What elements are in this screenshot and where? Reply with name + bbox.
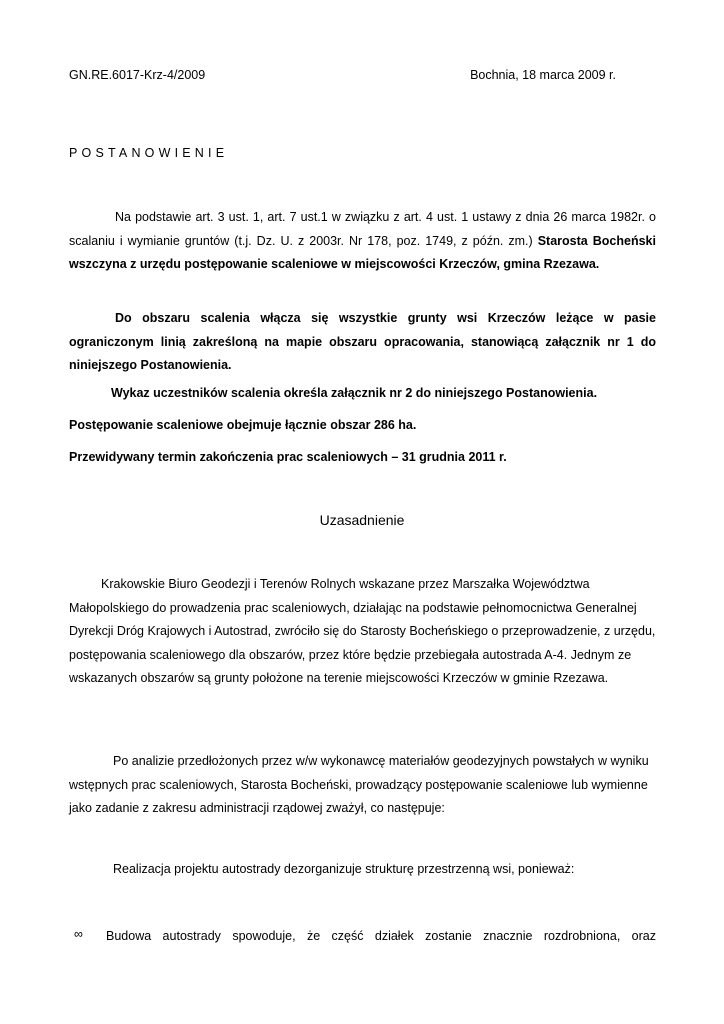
decision-paragraph-2: Do obszaru scalenia włącza się wszystkie grunty wsi Krzeczów leżące w pasie ograniczonym linią zakreśloną na mapie obszaru opracowania, stanowiącą załącznik nr 1 do niniejszego Postanowienia.	[69, 311, 656, 372]
place-and-date: Bochnia, 18 marca 2009 r.	[470, 68, 616, 82]
justification-bullet-1: Budowa autostrady spowoduje, że część działek zostanie znacznie rozdrobniona, oraz	[106, 929, 656, 943]
decision-paragraph-5: Przewidywany termin zakończenia prac scaleniowych – 31 grudnia 2011 r.	[69, 450, 507, 464]
decision-paragraph-1	[69, 206, 656, 277]
decision-legal-basis: Na podstawie art. 3 ust. 1, art. 7 ust.1 w związku z art. 4 ust. 1 ustawy z dnia 26 marca 1982r. o scalaniu i wymianie gruntów (t.j. Dz. U. z 2003r. Nr 178, poz. 1749, z późn. zm.)	[69, 210, 656, 248]
case-reference: GN.RE.6017-Krz-4/2009	[69, 68, 206, 82]
decision-paragraph-3: Wykaz uczestników scalenia określa załącznik nr 2 do niniejszego Postanowienia.	[111, 386, 598, 400]
justification-heading: Uzasadnienie	[319, 512, 405, 528]
justification-paragraph-3: Realizacja projektu autostrady dezorganizuje strukturę przestrzenną wsi, ponieważ:	[113, 862, 575, 876]
document-title: POSTANOWIENIE	[69, 146, 229, 160]
decision-ruling: Starosta Bocheński wszczyna z urzędu postępowanie scaleniowe w miejscowości Krzeczów, gmina Rzezawa.	[69, 233, 656, 271]
decision-paragraph-4: Postępowanie scaleniowe obejmuje łącznie obszar 286 ha.	[69, 418, 417, 432]
justification-paragraph-1: Krakowskie Biuro Geodezji i Terenów Rolnych wskazane przez Marszałka Województwa Małopolskiego do prowadzenia prac scaleniowych, działając na podstawie pełnomocnictwa Generalnej Dyrekcji Dróg Krajowych i Autostrad, zwróciło się do Starosty Bocheńskiego o przeprowadzenie, z urzędu, postępowania scaleniowego dla obszarów, przez które będzie przebiegała autostrada A-4. Jednym ze wskazanych obszarów są grunty położone na terenie miejscowości Krzeczów w gminie Rzezawa.	[69, 577, 656, 685]
justification-paragraph-2: Po analizie przedłożonych przez w/w wykonawcę materiałów geodezyjnych powstałych w wyniku wstępnych prac scaleniowych, Starosta Bocheński, prowadzący postępowanie scaleniowe lub wymienne jako zadanie z zakresu administracji rządowej zważył, co następuje:	[69, 754, 649, 815]
infinity-bullet-icon: ∞	[74, 927, 83, 941]
